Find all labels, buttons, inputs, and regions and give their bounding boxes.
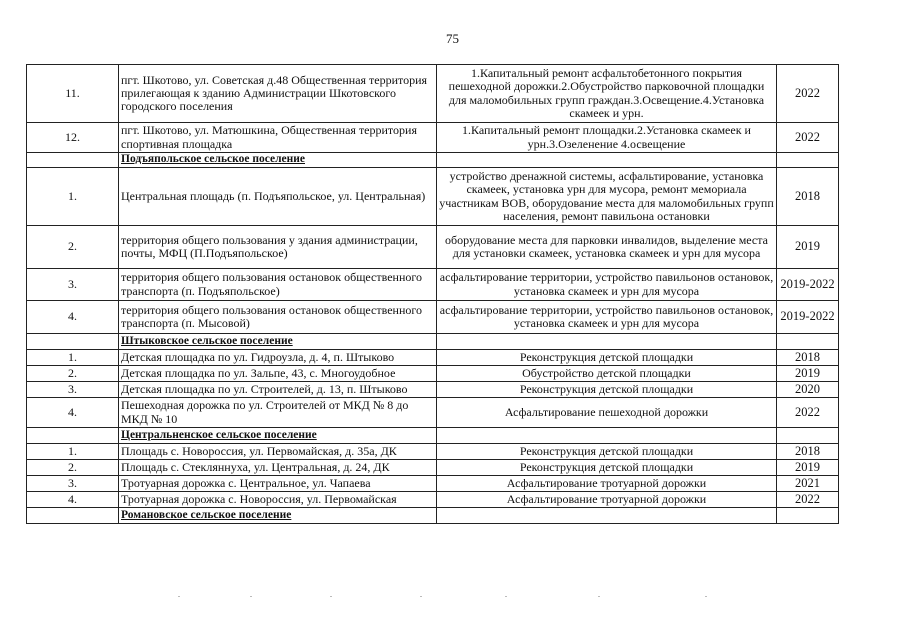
year-cell	[777, 334, 839, 350]
location-cell: Детская площадка по ул. Зальпе, 43, с. Многоудобное	[119, 366, 437, 382]
row-number-cell: 4.	[27, 492, 119, 508]
work-description-cell: оборудование места для парковки инвалидов, выделение места для установки скамеек, установка скамеек и урн для мусора	[437, 226, 777, 269]
row-number-cell: 2.	[27, 366, 119, 382]
table-row	[27, 476, 839, 492]
work-description-cell	[437, 334, 777, 350]
work-description-cell: Асфальтирование тротуарной дорожки	[437, 492, 777, 508]
table-row	[27, 382, 839, 398]
work-description-cell: асфальтирование территории, устройство павильонов остановок, установка скамеек и урн для мусора	[437, 301, 777, 334]
location-cell: Тротуарная дорожка с. Центральное, ул. Чапаева	[119, 476, 437, 492]
table-row	[27, 168, 839, 226]
location-cell: территория общего пользования у здания администрации, почты, МФЦ (П.Подъяпольское)	[119, 226, 437, 269]
table-body	[27, 65, 839, 524]
row-number-cell: 2.	[27, 460, 119, 476]
work-description-cell: устройство дренажной системы, асфальтирование, установка скамеек, установка урн для мусора, ремонт мемориала участникам ВОВ, оборудование места для маломобильных групп населения, ремонт павильона остановки	[437, 168, 777, 226]
year-cell: 2019	[777, 460, 839, 476]
table-row	[27, 350, 839, 366]
work-description-cell: Обустройство детской площадки	[437, 366, 777, 382]
row-number-cell	[27, 334, 119, 350]
row-number-cell: 3.	[27, 476, 119, 492]
location-cell: Романовское сельское поселение	[119, 508, 437, 524]
scan-artifact-dots	[0, 596, 905, 606]
work-description-cell	[437, 428, 777, 444]
year-cell	[777, 428, 839, 444]
location-cell: пгт. Шкотово, ул. Советская д.48 Общественная территория прилегающая к зданию Администрации Шкотовского городского поселения	[119, 65, 437, 123]
scan-dot	[598, 596, 600, 597]
table-row	[27, 398, 839, 428]
row-number-cell: 2.	[27, 226, 119, 269]
year-cell: 2018	[777, 168, 839, 226]
table-row	[27, 301, 839, 334]
scan-dot	[505, 596, 507, 597]
table-row	[27, 65, 839, 123]
year-cell	[777, 508, 839, 524]
location-cell: территория общего пользования остановок общественного транспорта (п. Подъяпольское)	[119, 269, 437, 301]
location-cell: Площадь с. Стекляннуха, ул. Центральная, д. 24, ДК	[119, 460, 437, 476]
location-cell: территория общего пользования остановок общественного транспорта (п. Мысовой)	[119, 301, 437, 334]
projects-table	[26, 64, 839, 524]
work-description-cell: асфальтирование территории, устройство павильонов остановок, установка скамеек и урн для мусора	[437, 269, 777, 301]
location-cell: пгт. Шкотово, ул. Матюшкина, Общественная территория спортивная площадка	[119, 123, 437, 153]
scan-dot	[705, 596, 707, 597]
year-cell: 2022	[777, 492, 839, 508]
row-number-cell: 3.	[27, 382, 119, 398]
row-number-cell: 3.	[27, 269, 119, 301]
row-number-cell: 4.	[27, 398, 119, 428]
location-cell: Штыковское сельское поселение	[119, 334, 437, 350]
work-description-cell: Реконструкция детской площадки	[437, 444, 777, 460]
table-row	[27, 444, 839, 460]
year-cell: 2019	[777, 226, 839, 269]
table-row	[27, 226, 839, 269]
section-header-row	[27, 428, 839, 444]
location-cell: Детская площадка по ул. Гидроузла, д. 4, п. Штыково	[119, 350, 437, 366]
table-row	[27, 269, 839, 301]
row-number-cell	[27, 508, 119, 524]
work-description-cell: Асфальтирование пешеходной дорожки	[437, 398, 777, 428]
year-cell: 2022	[777, 123, 839, 153]
year-cell: 2021	[777, 476, 839, 492]
work-description-cell: Реконструкция детской площадки	[437, 382, 777, 398]
table-row	[27, 123, 839, 153]
work-description-cell: 1.Капитальный ремонт асфальтобетонного покрытия пешеходной дорожки.2.Обустройство парковочной площадки для маломобильных групп граждан.3.Освещение.4.Установка скамеек и урн.	[437, 65, 777, 123]
scan-dot	[420, 596, 422, 597]
work-description-cell	[437, 153, 777, 168]
row-number-cell	[27, 428, 119, 444]
work-description-cell: 1.Капитальный ремонт площадки.2.Установка скамеек и урн.3.Озеленение 4.освещение	[437, 123, 777, 153]
work-description-cell: Асфальтирование тротуарной дорожки	[437, 476, 777, 492]
section-header-row	[27, 508, 839, 524]
table-row	[27, 492, 839, 508]
row-number-cell: 11.	[27, 65, 119, 123]
location-cell: Площадь с. Новороссия, ул. Первомайская, д. 35а, ДК	[119, 444, 437, 460]
row-number-cell: 4.	[27, 301, 119, 334]
row-number-cell: 1.	[27, 168, 119, 226]
section-header-row	[27, 334, 839, 350]
scan-dot	[250, 596, 252, 597]
work-description-cell: Реконструкция детской площадки	[437, 460, 777, 476]
year-cell	[777, 153, 839, 168]
work-description-cell	[437, 508, 777, 524]
year-cell: 2018	[777, 444, 839, 460]
scan-dot	[178, 596, 180, 597]
row-number-cell: 1.	[27, 350, 119, 366]
location-cell: Тротуарная дорожка с. Новороссия, ул. Первомайская	[119, 492, 437, 508]
work-description-cell: Реконструкция детской площадки	[437, 350, 777, 366]
row-number-cell	[27, 153, 119, 168]
table-row	[27, 460, 839, 476]
page-number: 75	[446, 31, 459, 46]
table-row	[27, 366, 839, 382]
year-cell: 2019-2022	[777, 301, 839, 334]
location-cell: Центральная площадь (п. Подъяпольское, ул. Центральная)	[119, 168, 437, 226]
location-cell: Подъяпольское сельское поселение	[119, 153, 437, 168]
scan-dot	[330, 596, 332, 597]
location-cell: Детская площадка по ул. Строителей, д. 13, п. Штыково	[119, 382, 437, 398]
year-cell: 2020	[777, 382, 839, 398]
section-header-row	[27, 153, 839, 168]
year-cell: 2022	[777, 398, 839, 428]
year-cell: 2018	[777, 350, 839, 366]
row-number-cell: 1.	[27, 444, 119, 460]
year-cell: 2019-2022	[777, 269, 839, 301]
year-cell: 2022	[777, 65, 839, 123]
location-cell: Пешеходная дорожка по ул. Строителей от МКД № 8 до МКД № 10	[119, 398, 437, 428]
year-cell: 2019	[777, 366, 839, 382]
row-number-cell: 12.	[27, 123, 119, 153]
location-cell: Центральненское сельское поселение	[119, 428, 437, 444]
